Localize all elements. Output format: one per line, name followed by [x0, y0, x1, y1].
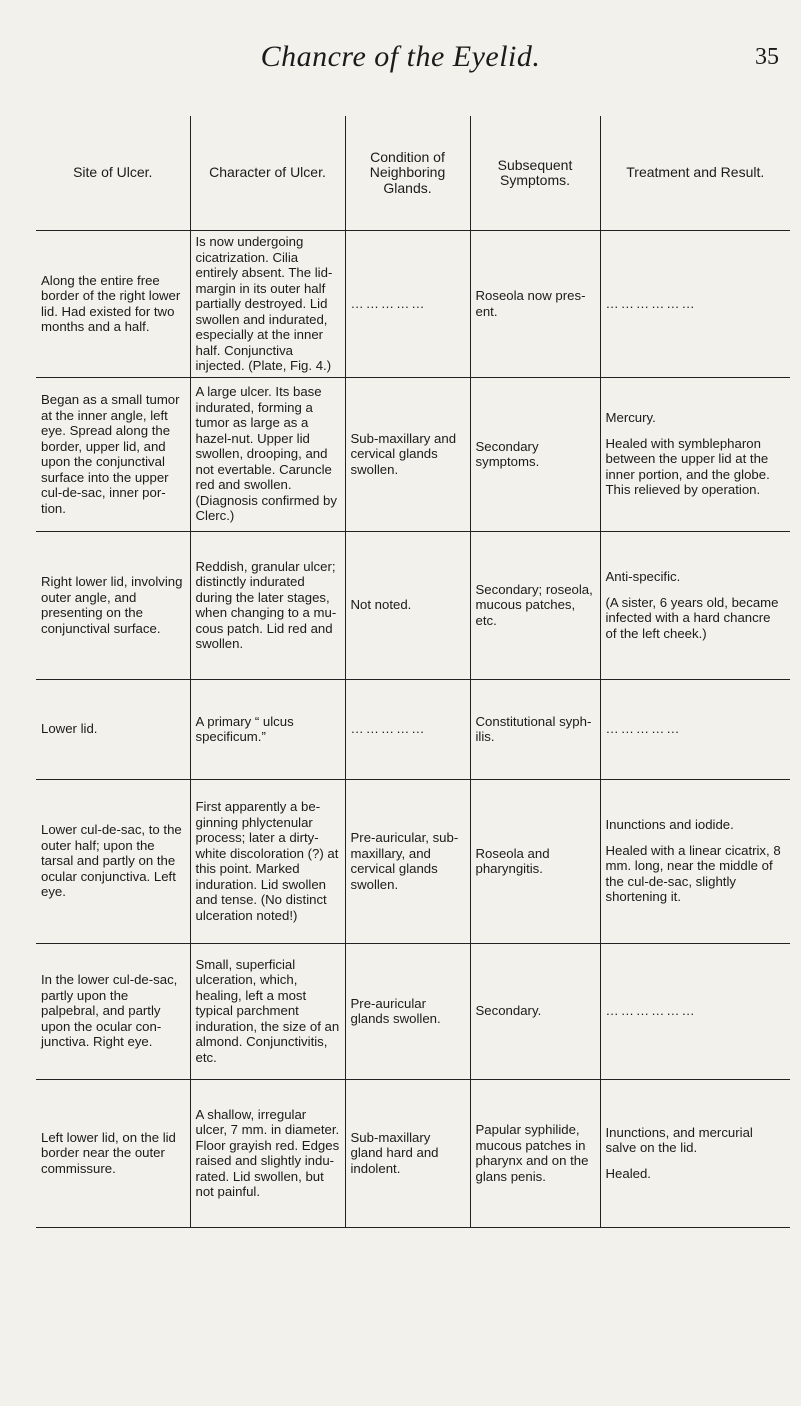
table-row: [36, 943, 790, 1079]
cell-site: Left lower lid, on the lid border near the outer commissure.: [36, 1079, 190, 1227]
running-title: Chancre of the Eyelid.: [260, 40, 541, 73]
table-row: [36, 231, 790, 378]
table-row: [36, 779, 790, 943]
treatment-text: Mercury.: [605, 410, 656, 426]
table-row: [36, 1079, 790, 1227]
page-header: [0, 40, 801, 90]
cell-symptoms: Secondary symptoms.: [470, 377, 600, 531]
table-row: [36, 377, 790, 531]
treatment-text: ………………: [605, 1003, 697, 1019]
header-site: Site of Ulcer.: [36, 116, 190, 231]
header-symptoms: Subsequent Symptoms.: [470, 116, 600, 231]
cell-symptoms: Roseola and pharyngitis.: [470, 779, 600, 943]
cell-treatment: [600, 779, 790, 943]
cell-site: Right lower lid, involving outer angle, and presenting on the conjunctival surface.: [36, 531, 190, 679]
cell-character: Small, superficial ulceration, which, healing, left a most typical parchment induration, the size of an almond. Conjunctivitis, etc.: [190, 943, 345, 1079]
cell-glands: Sub-maxillary gland hard and indolent.: [345, 1079, 470, 1227]
header-character: Character of Ulcer.: [190, 116, 345, 231]
cell-glands: Pre-auricular glands swollen.: [345, 943, 470, 1079]
cell-character: First apparently a beginning phlyctenular process; later a dirty-white discoloration (?) at this point. Marked induration. Lid swollen and tense. (No distinct ulceration noted!): [190, 779, 345, 943]
treatment-text: Inunctions and iodide.: [605, 817, 734, 833]
cell-treatment: [600, 231, 790, 378]
cell-site: Lower cul-de-sac, to the outer half; upon the tarsal and partly on the ocular conjunctiva. Left eye.: [36, 779, 190, 943]
cell-symptoms: Roseola now present.: [470, 231, 600, 378]
cell-treatment: [600, 1079, 790, 1227]
treatment-text: ………………: [605, 296, 697, 311]
cell-glands: ……………: [345, 679, 470, 779]
cell-character: A shallow, irregular ulcer, 7 mm. in diameter. Floor grayish red. Edges raised and slightly indurated. Lid swollen, but not painful.: [190, 1079, 345, 1227]
cell-treatment: [600, 943, 790, 1079]
cell-character: Reddish, granular ulcer; distinctly indurated during the later stages, when changing to a mucous patch. Lid red and swollen.: [190, 531, 345, 679]
cell-site: Along the entire free border of the right lower lid. Had existed for two months and a half.: [36, 231, 190, 378]
cell-symptoms: Papular syphilide, mucous patches in pharynx and on the glans penis.: [470, 1079, 600, 1227]
treatment-result: Healed with a linear cicatrix, 8 mm. long, near the middle of the cul-de-sac, slightly shortening it.: [605, 842, 781, 905]
cell-glands: Pre-auricular, sub-maxillary, and cervical glands swollen.: [345, 779, 470, 943]
cell-site: In the lower cul-de-sac, partly upon the palpebral, and partly upon the ocular conjunctiva. Right eye.: [36, 943, 190, 1079]
cell-character: Is now undergoing cicatrization. Cilia entirely absent. The lid-margin in its outer half partially destroyed. Lid swollen and indurated, especially at the inner half. Conjunctiva injected. (Plate, Fig. 4.): [190, 231, 345, 378]
cell-character: A large ulcer. Its base indurated, forming a tumor as large as a hazel-nut. Upper lid swollen, drooping, and not evertable. Caruncle red and swollen. (Diagnosis confirmed by Clerc.): [190, 377, 345, 531]
header-glands: Condition of Neighboring Glands.: [345, 116, 470, 231]
table-header-row: [36, 116, 790, 231]
chancre-cases-table: [36, 116, 790, 1228]
cell-glands: Not noted.: [345, 531, 470, 679]
cell-glands: Sub-maxillary and cervical glands swollen.: [345, 377, 470, 531]
treatment-text: Anti-specific.: [605, 569, 681, 584]
treatment-result: Healed.: [605, 1165, 651, 1181]
cell-treatment: [600, 679, 790, 779]
header-treatment: Treatment and Result.: [600, 116, 790, 231]
cell-site: Began as a small tumor at the inner angle, left eye. Spread along the border, upper lid, and upon the conjunctival surface into the upper cul-de-sac, inner portion.: [36, 377, 190, 531]
cell-site: Lower lid.: [36, 679, 190, 779]
table-row: [36, 679, 790, 779]
treatment-result: Healed with symblepharon between the upper lid at the inner portion, and the globe. This relieved by operation.: [605, 435, 770, 498]
cell-treatment: [600, 377, 790, 531]
treatment-text: Inunctions, and mercurial salve on the lid.: [605, 1124, 753, 1156]
cell-character: A primary “ ulcus specificum.”: [190, 679, 345, 779]
cell-treatment: [600, 531, 790, 679]
cell-symptoms: Constitutional syphilis.: [470, 679, 600, 779]
table-row: [36, 531, 790, 679]
page-number: 35: [755, 44, 779, 70]
cell-glands: ……………: [345, 231, 470, 378]
treatment-result: (A sister, 6 years old, became infected with a hard chancre of the left cheek.): [605, 594, 779, 641]
cell-symptoms: Secondary; roseola, mucous patches, etc.: [470, 531, 600, 679]
treatment-text: ……………: [605, 721, 682, 737]
cell-symptoms: Secondary.: [470, 943, 600, 1079]
